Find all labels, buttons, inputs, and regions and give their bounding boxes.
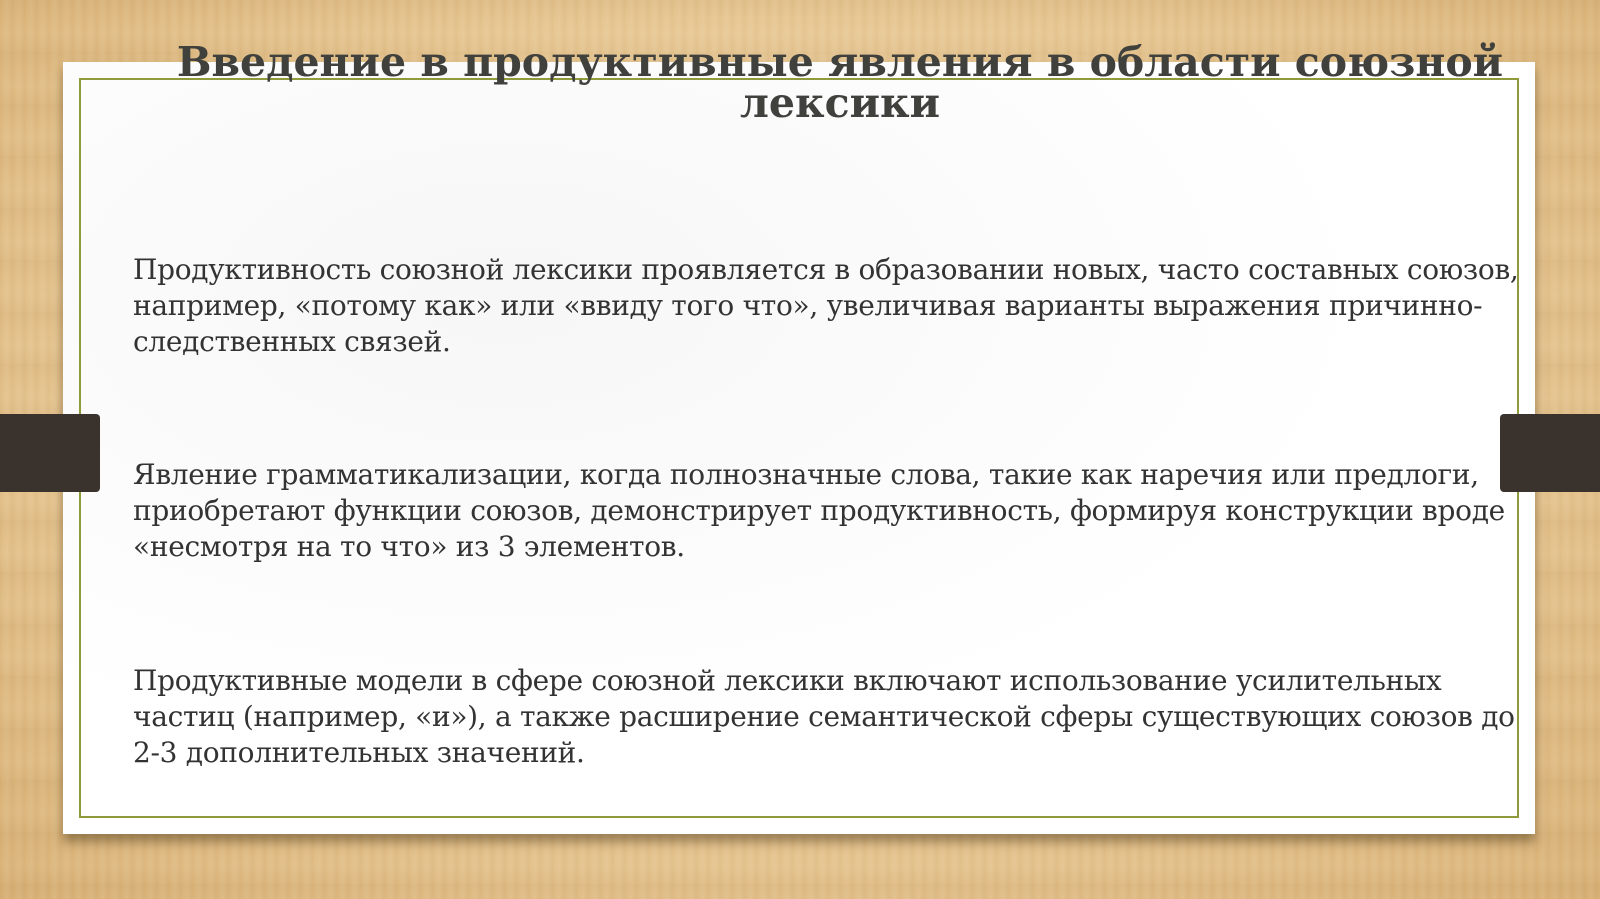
paragraph-grammaticalization: Явление грамматикализации, когда полнозначные слова, такие как наречия или предлоги, приобретают функции союзов, демонстрирует продуктивность, формируя конструкции вроде «несмотря на то что» из 3 элементов. [133, 458, 1505, 563]
paragraph-productive-models: Продуктивные модели в сфере союзной лексики включают использование усилительных частиц (например, «и»), а также расширение семантической сферы существующих союзов до 2-3 дополнительных значений. [133, 664, 1515, 769]
slide-title: Введение в продуктивные явления в области союзной лексики [176, 38, 1504, 127]
left-decorative-tab [0, 414, 100, 492]
paragraph-productivity: Продуктивность союзной лексики проявляется в образовании новых, часто составных союзов, например, «потому как» или «ввиду того что», увеличивая варианты выражения причинно-следственных связей. [133, 253, 1519, 358]
